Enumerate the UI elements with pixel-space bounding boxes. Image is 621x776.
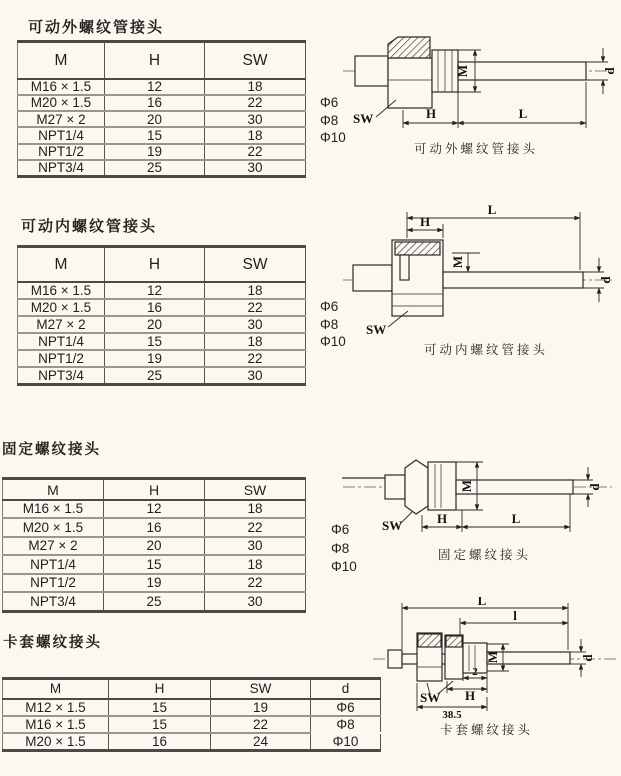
- table-cell: NPT1/2: [18, 350, 105, 367]
- dimension-d: [583, 258, 613, 302]
- dim-label-2: 2: [472, 666, 478, 678]
- spec-table-ferrule: [2, 677, 381, 752]
- table-cell: 18: [205, 79, 306, 95]
- table-row: [18, 350, 306, 367]
- table-cell: 15: [109, 699, 211, 716]
- table-row: [3, 699, 381, 716]
- column-header: H: [109, 679, 211, 700]
- table-cell: 18: [205, 555, 306, 573]
- label-SW: [420, 681, 453, 705]
- table-cell: 22: [205, 144, 306, 160]
- table-cell: 30: [205, 160, 306, 177]
- table-row: [3, 716, 381, 733]
- fitting-body: [353, 240, 583, 316]
- dim-label-SW: SW: [420, 690, 441, 705]
- diameter-option: Φ8: [331, 540, 350, 556]
- dim-label-M: M: [455, 64, 470, 78]
- table-cell: NPT1/4: [3, 555, 104, 573]
- table-cell: 19: [104, 574, 205, 592]
- table-cell: 18: [205, 333, 306, 350]
- section1-title: 可动外螺纹管接头: [28, 19, 165, 36]
- diameter-option: Φ10: [331, 559, 357, 574]
- column-header: SW: [205, 42, 306, 80]
- fitting-body: [342, 460, 573, 514]
- table-cell: 18: [205, 127, 306, 143]
- table-cell: NPT3/4: [38, 160, 84, 176]
- table-row: [3, 733, 381, 751]
- table-row: [18, 79, 306, 95]
- table-cell: M27 × 2: [3, 537, 104, 555]
- fitting-body: [355, 37, 586, 108]
- table-cell: 12: [105, 79, 205, 95]
- table-cell: 18: [205, 500, 306, 518]
- table-cell: 19: [105, 144, 205, 160]
- spec-table-fixed-thread: [2, 477, 306, 613]
- drawing1-caption: 可动外螺纹管接头: [414, 142, 539, 156]
- table-row: [3, 592, 306, 611]
- table-row: [18, 333, 306, 350]
- header-row: [3, 679, 381, 700]
- header-row: [18, 42, 306, 80]
- dim-label-L: L: [518, 106, 528, 121]
- table-row: [18, 160, 306, 177]
- column-header: M: [18, 247, 105, 283]
- dim-label-d: d: [587, 483, 602, 491]
- dim-label-H: H: [436, 511, 448, 526]
- table-cell: Φ10: [311, 733, 381, 751]
- table-cell: 24: [211, 733, 311, 751]
- dim-label-H: H: [419, 214, 431, 229]
- table-cell: 22: [211, 716, 311, 733]
- dim-label-d: d: [580, 654, 595, 662]
- dim-label-L: L: [511, 511, 521, 526]
- column-header: SW: [205, 247, 306, 283]
- diameter-option: Φ10: [320, 130, 346, 145]
- table-row: [3, 555, 306, 573]
- table-row: [18, 144, 306, 160]
- table-cell: NPT1/2: [18, 144, 105, 160]
- column-header: SW: [205, 479, 306, 501]
- dim-label-M: M: [485, 650, 500, 664]
- table-row: [18, 127, 306, 143]
- table-cell: 16: [105, 299, 205, 316]
- table-cell: 16: [104, 518, 205, 536]
- table-cell: 30: [205, 367, 306, 385]
- table-cell: 25: [105, 160, 205, 177]
- diameter-option: Φ10: [320, 334, 346, 349]
- table-cell: 16: [105, 95, 205, 111]
- spec-table-movable-internal: [17, 245, 306, 386]
- table-row: [18, 95, 306, 111]
- table-cell: M16 × 1.5: [18, 79, 105, 95]
- dim-label-d: d: [602, 67, 617, 75]
- drawing4-caption: 卡套螺纹接头: [440, 723, 534, 737]
- drawing-movable-internal: [340, 198, 621, 338]
- dim-label-M: M: [459, 479, 474, 493]
- dim-label-SW: SW: [382, 518, 403, 533]
- label-SW: [382, 512, 412, 533]
- drawing-ferrule: [370, 597, 621, 719]
- table-cell: 19: [211, 699, 311, 716]
- dim-label-d: d: [598, 276, 613, 284]
- table-cell: M16 × 1.5: [18, 282, 105, 299]
- table-cell: 12: [104, 500, 205, 518]
- diameter-option: Φ6: [320, 95, 339, 110]
- diameter-option: Φ6: [331, 522, 350, 537]
- table-cell: 15: [105, 127, 205, 143]
- dim-label-l: l: [513, 608, 517, 623]
- column-header: M: [3, 679, 109, 700]
- column-header: M: [3, 479, 104, 501]
- dim-label-38-5: 38.5: [442, 709, 462, 719]
- table-cell: NPT1/2: [3, 574, 104, 592]
- table-row: [18, 367, 306, 385]
- diameter-option: Φ8: [320, 316, 339, 332]
- table-cell: M12 × 1.5: [3, 699, 109, 716]
- column-header: M: [18, 42, 105, 80]
- table-row: [3, 518, 306, 536]
- table-row: [3, 537, 306, 555]
- diameter-option: Φ6: [320, 299, 339, 314]
- table-cell: M16 × 1.5: [3, 500, 104, 518]
- table-cell: 20: [105, 316, 205, 333]
- table-cell: M16 × 1.5: [3, 716, 109, 733]
- dimension-d: [570, 639, 595, 677]
- section4-title: 卡套螺纹接头: [3, 635, 102, 651]
- table-cell: 15: [109, 716, 211, 733]
- table-cell: NPT3/4: [30, 593, 76, 609]
- dimension-l: [460, 608, 568, 637]
- drawing-fixed-thread: [340, 455, 621, 540]
- table-cell: 22: [205, 299, 306, 316]
- table-cell: NPT3/4: [38, 367, 84, 383]
- table-row: [18, 299, 306, 316]
- dim-label-M: M: [450, 255, 465, 269]
- header-row: [18, 247, 306, 283]
- dimension-M: [450, 253, 480, 272]
- table-cell: 25: [104, 592, 205, 611]
- table-cell: 30: [205, 316, 306, 333]
- table-cell: 30: [205, 537, 306, 555]
- table-cell: 22: [205, 574, 306, 592]
- fitting-body: [388, 633, 570, 681]
- column-header: d: [311, 679, 381, 700]
- column-header: H: [104, 479, 205, 501]
- table-cell: NPT1/4: [18, 127, 105, 143]
- table-cell: M20 × 1.5: [18, 95, 105, 111]
- spec-table-movable-external: [17, 40, 306, 178]
- table-cell: 15: [104, 555, 205, 573]
- table-row: [18, 316, 306, 333]
- table-cell: 30: [205, 111, 306, 127]
- table-row: [18, 111, 306, 127]
- table-cell: Φ6: [311, 699, 381, 716]
- section3-title: 固定螺纹接头: [2, 442, 101, 458]
- column-header: SW: [211, 679, 311, 700]
- dim-label-L: L: [487, 202, 497, 217]
- dim-label-H: H: [425, 106, 437, 121]
- table-cell: 30: [205, 592, 306, 611]
- table-cell: 20: [104, 537, 205, 555]
- table-cell: 12: [105, 282, 205, 299]
- table-cell: 15: [105, 333, 205, 350]
- table-cell: Φ8: [311, 716, 381, 733]
- table-row: [3, 500, 306, 518]
- dim-label-SW: SW: [353, 111, 374, 126]
- dim-label-L: L: [477, 597, 487, 608]
- dim-label-H: H: [464, 688, 476, 703]
- column-header: H: [105, 247, 205, 283]
- dimension-H: [447, 681, 487, 703]
- drawing-movable-external: [340, 30, 621, 135]
- table-cell: M20 × 1.5: [3, 518, 104, 536]
- table-row: [3, 574, 306, 592]
- table-cell: 22: [205, 518, 306, 536]
- table-cell: 25: [105, 367, 205, 385]
- table-cell: 19: [105, 350, 205, 367]
- header-row: [3, 479, 306, 501]
- section2-title: 可动内螺纹管接头: [21, 218, 158, 235]
- table-cell: M20 × 1.5: [18, 299, 105, 316]
- table-cell: NPT1/4: [18, 333, 105, 350]
- table-cell: 16: [109, 733, 211, 751]
- drawing3-caption: 固定螺纹接头: [438, 548, 532, 562]
- table-cell: M27 × 2: [18, 111, 105, 127]
- table-row: [18, 282, 306, 299]
- table-cell: 20: [105, 111, 205, 127]
- diameter-option: Φ8: [320, 112, 339, 128]
- dim-label-SW: SW: [366, 322, 387, 337]
- column-header: H: [105, 42, 205, 80]
- table-cell: 18: [205, 282, 306, 299]
- table-cell: M27 × 2: [18, 316, 105, 333]
- table-cell: M20 × 1.5: [25, 733, 86, 749]
- table-cell: 22: [205, 95, 306, 111]
- drawing2-caption: 可动内螺纹管接头: [424, 343, 549, 357]
- table-cell: 22: [205, 350, 306, 367]
